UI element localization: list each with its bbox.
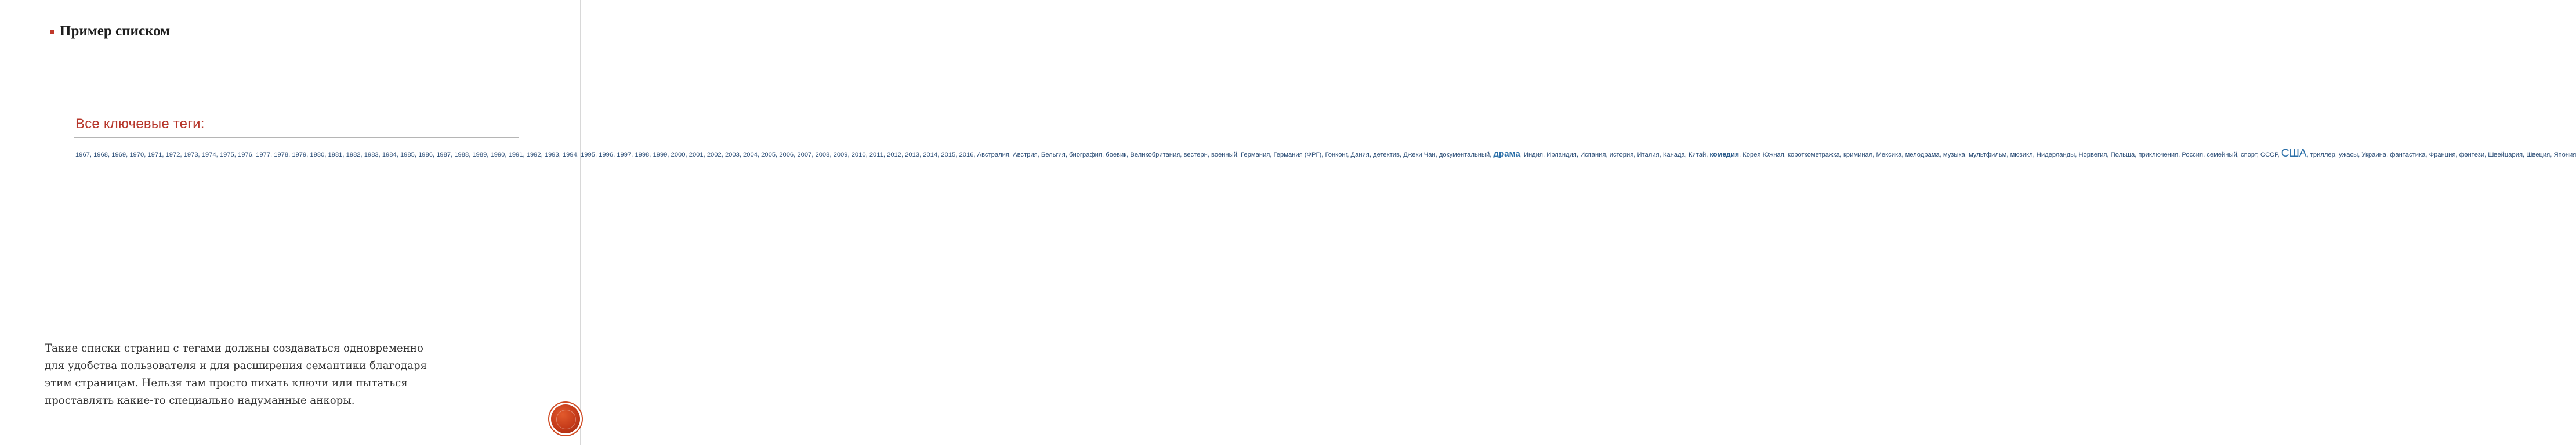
tag-separator: ,: [1784, 151, 1788, 158]
tag-link[interactable]: 2008: [815, 151, 830, 158]
tag-link[interactable]: 2006: [779, 151, 794, 158]
tag-separator: ,: [324, 151, 328, 158]
tag-link[interactable]: мелодрама: [1905, 151, 1940, 158]
tag-separator: ,: [2135, 151, 2139, 158]
tag-link[interactable]: Россия: [2182, 151, 2204, 158]
tag-link[interactable]: 1985: [400, 151, 415, 158]
tag-link[interactable]: 2016: [959, 151, 974, 158]
tag-separator: ,: [595, 151, 599, 158]
tag-separator: ,: [1965, 151, 1969, 158]
tag-link[interactable]: Китай: [1688, 151, 1707, 158]
title-row: [50, 23, 170, 39]
tag-link[interactable]: Швеция: [2526, 151, 2550, 158]
tag-separator: ,: [613, 151, 617, 158]
tag-link[interactable]: история: [1609, 151, 1634, 158]
tag-link[interactable]: Германия: [1241, 151, 1270, 158]
tag-link[interactable]: Канада: [1662, 151, 1685, 158]
tag-separator: ,: [270, 151, 274, 158]
tag-separator: ,: [2203, 151, 2207, 158]
tag-link[interactable]: 1989: [472, 151, 487, 158]
tag-separator: ,: [1126, 151, 1131, 158]
tag-separator: ,: [505, 151, 509, 158]
tag-separator: ,: [198, 151, 202, 158]
tag-link[interactable]: 1996: [599, 151, 614, 158]
tag-link[interactable]: 1970: [129, 151, 144, 158]
tag-link[interactable]: 1971: [147, 151, 162, 158]
tag-link[interactable]: боевик: [1106, 151, 1127, 158]
tag-separator: ,: [1347, 151, 1351, 158]
tag-link[interactable]: Франция: [2429, 151, 2456, 158]
tag-separator: ,: [2523, 151, 2527, 158]
tag-separator: ,: [2386, 151, 2390, 158]
tag-separator: ,: [1839, 151, 1844, 158]
tag-separator: ,: [1684, 151, 1689, 158]
frame-right-panel: [560, 0, 594, 445]
tag-separator: ,: [396, 151, 400, 158]
tag-link[interactable]: семейный: [2207, 151, 2237, 158]
tag-separator: ,: [2075, 151, 2079, 158]
tag-link[interactable]: Австрия: [1013, 151, 1038, 158]
tag-separator: ,: [1102, 151, 1106, 158]
tag-separator: ,: [1237, 151, 1241, 158]
tag-separator: ,: [1065, 151, 1070, 158]
tag-separator: ,: [1180, 151, 1184, 158]
tag-separator: ,: [649, 151, 653, 158]
tag-link[interactable]: 1982: [346, 151, 361, 158]
tags-divider: [74, 137, 519, 138]
tag-link[interactable]: Корея Южная: [1742, 151, 1784, 158]
tag-link[interactable]: 2015: [941, 151, 956, 158]
tag-separator: ,: [2256, 151, 2260, 158]
tag-separator: ,: [432, 151, 437, 158]
tag-link[interactable]: Дания: [1350, 151, 1369, 158]
tag-separator: ,: [541, 151, 545, 158]
tag-separator: ,: [469, 151, 473, 158]
tag-link[interactable]: 1981: [328, 151, 343, 158]
tag-link[interactable]: 2000: [671, 151, 686, 158]
tag-link[interactable]: музыка: [1943, 151, 1965, 158]
tag-separator: ,: [1901, 151, 1905, 158]
tag-separator: ,: [1939, 151, 1943, 158]
tag-link[interactable]: Великобритания: [1130, 151, 1180, 158]
tag-separator: ,: [667, 151, 671, 158]
tag-link[interactable]: 1994: [562, 151, 577, 158]
tag-separator: ,: [360, 151, 364, 158]
tag-link[interactable]: 1986: [418, 151, 433, 158]
tag-link[interactable]: 1972: [165, 151, 180, 158]
tag-separator: ,: [1872, 151, 1876, 158]
tag-separator: ,: [973, 151, 977, 158]
tag-link[interactable]: 2002: [707, 151, 722, 158]
square-bullet-icon: [50, 30, 54, 34]
tag-link[interactable]: 1998: [635, 151, 650, 158]
body-line: этим страницам. Нельзя там просто пихать ключи или пытаться: [45, 377, 408, 389]
navigation-circle-inner: [556, 410, 576, 429]
tag-separator: ,: [216, 151, 220, 158]
tag-link[interactable]: 1973: [183, 151, 198, 158]
tag-link[interactable]: Германия (ФРГ): [1273, 151, 1322, 158]
tag-separator: ,: [162, 151, 166, 158]
tag-link[interactable]: спорт: [2240, 151, 2257, 158]
tag-separator: ,: [2237, 151, 2241, 158]
tag-separator: ,: [2006, 151, 2010, 158]
tag-separator: ,: [559, 151, 563, 158]
tag-link[interactable]: 1979: [292, 151, 307, 158]
tag-separator: ,: [108, 151, 112, 158]
tag-separator: ,: [180, 151, 184, 158]
tag-separator: ,: [126, 151, 130, 158]
tag-link[interactable]: Индия: [1523, 151, 1543, 158]
tag-separator: ,: [1037, 151, 1041, 158]
tag-separator: ,: [1659, 151, 1663, 158]
tag-link[interactable]: криминал: [1843, 151, 1873, 158]
tag-separator: ,: [811, 151, 816, 158]
tag-link[interactable]: 2004: [743, 151, 758, 158]
body-line: для удобства пользователя и для расширения семантики благодаря: [45, 360, 427, 372]
tag-link[interactable]: Нидерланды: [2036, 151, 2075, 158]
tag-separator: ,: [631, 151, 635, 158]
tag-separator: ,: [234, 151, 238, 158]
tag-link[interactable]: 1969: [111, 151, 126, 158]
tag-link[interactable]: 2007: [797, 151, 812, 158]
tag-link[interactable]: 1992: [526, 151, 541, 158]
tag-separator: ,: [342, 151, 346, 158]
tag-link[interactable]: 2010: [851, 151, 866, 158]
tag-link[interactable]: 2012: [887, 151, 901, 158]
tag-separator: ,: [1270, 151, 1274, 158]
tag-separator: ,: [1009, 151, 1013, 158]
tag-link[interactable]: 1991: [508, 151, 523, 158]
tag-separator: ,: [883, 151, 887, 158]
tag-link[interactable]: 2014: [923, 151, 938, 158]
tag-separator: ,: [937, 151, 941, 158]
tag-separator: ,: [89, 151, 94, 158]
tag-link[interactable]: Испания: [1580, 151, 1606, 158]
tag-separator: ,: [2425, 151, 2429, 158]
tag-link[interactable]: Италия: [1637, 151, 1660, 158]
tag-separator: ,: [865, 151, 869, 158]
tag-separator: ,: [523, 151, 527, 158]
tag-separator: ,: [414, 151, 419, 158]
tag-link[interactable]: 2003: [724, 151, 740, 158]
tag-link[interactable]: 1987: [436, 151, 451, 158]
tag-separator: ,: [306, 151, 310, 158]
tag-link[interactable]: 2001: [689, 151, 704, 158]
tag-separator: ,: [955, 151, 959, 158]
tag-separator: ,: [2032, 151, 2037, 158]
tag-separator: ,: [2358, 151, 2362, 158]
tag-separator: ,: [776, 151, 780, 158]
tag-cloud: [74, 143, 2576, 164]
tag-link[interactable]: 1978: [274, 151, 289, 158]
tag-separator: ,: [1435, 151, 1439, 158]
tag-link[interactable]: вестерн: [1183, 151, 1208, 158]
tag-separator: ,: [1633, 151, 1637, 158]
tag-link[interactable]: военный: [1211, 151, 1237, 158]
tag-link[interactable]: 1974: [201, 151, 216, 158]
body-line: проставлять какие-то специально надуманные анкоры.: [45, 395, 355, 407]
tag-link[interactable]: 1977: [256, 151, 270, 158]
tag-link[interactable]: Ирландия: [1546, 151, 1577, 158]
tag-separator: ,: [757, 151, 762, 158]
tag-link[interactable]: 1997: [617, 151, 632, 158]
tag-separator: ,: [1399, 151, 1404, 158]
tag-separator: ,: [288, 151, 292, 158]
tag-separator: ,: [2484, 151, 2488, 158]
tag-link[interactable]: 1988: [454, 151, 469, 158]
tag-link[interactable]: драма: [1493, 149, 1520, 159]
body-line: Такие списки страниц с тегами должны создаваться одновременно: [45, 342, 423, 354]
tag-link[interactable]: 1976: [237, 151, 252, 158]
tag-separator: ,: [2178, 151, 2182, 158]
tag-separator: ,: [919, 151, 923, 158]
tag-link[interactable]: комедия: [1709, 150, 1739, 158]
tag-separator: ,: [1606, 151, 1610, 158]
tag-separator: ,: [451, 151, 455, 158]
frame-line-right: [580, 0, 581, 445]
tags-heading: Все ключевые теги:: [75, 116, 205, 132]
tag-separator: ,: [794, 151, 798, 158]
tag-separator: ,: [252, 151, 256, 158]
tag-link[interactable]: Япония: [2553, 151, 2576, 158]
tag-separator: ,: [847, 151, 852, 158]
tag-separator: ,: [1739, 151, 1743, 158]
tag-link[interactable]: фантастика: [2390, 151, 2426, 158]
tag-separator: ,: [1369, 151, 1374, 158]
tag-link[interactable]: Польша: [2110, 151, 2135, 158]
tag-link[interactable]: 1980: [310, 151, 325, 158]
tag-link[interactable]: 1990: [490, 151, 505, 158]
tag-link[interactable]: мюзикл: [2010, 151, 2033, 158]
tag-separator: ,: [1520, 151, 1524, 158]
tag-link[interactable]: мультфильм: [1969, 151, 2007, 158]
tag-separator: ,: [1576, 151, 1581, 158]
tag-link[interactable]: США: [2281, 147, 2307, 160]
tag-link[interactable]: Норвегия: [2078, 151, 2107, 158]
tag-link[interactable]: 1967: [75, 151, 90, 158]
navigation-circle-icon[interactable]: [551, 404, 580, 433]
tag-link[interactable]: Украина: [2361, 151, 2386, 158]
tag-link[interactable]: детектив: [1373, 151, 1400, 158]
tag-separator: ,: [2550, 151, 2554, 158]
tag-separator: ,: [577, 151, 581, 158]
tag-separator: ,: [1321, 151, 1325, 158]
tag-cloud-image: [74, 116, 2576, 164]
tag-link[interactable]: 1993: [544, 151, 559, 158]
tag-link[interactable]: Бельгия: [1041, 151, 1066, 158]
tag-link[interactable]: Мексика: [1876, 151, 1902, 158]
body-paragraph: [45, 340, 520, 410]
tag-link[interactable]: приключения: [2138, 151, 2179, 158]
tag-link[interactable]: 2011: [869, 151, 883, 158]
tag-link[interactable]: 1983: [364, 151, 379, 158]
tag-link[interactable]: 1995: [581, 151, 595, 158]
tag-separator: ,: [721, 151, 725, 158]
tag-link[interactable]: 2005: [761, 151, 776, 158]
tag-link[interactable]: Джеки Чан: [1403, 151, 1436, 158]
tag-link[interactable]: короткометражка: [1788, 151, 1840, 158]
tag-separator: ,: [2277, 151, 2281, 158]
tag-separator: ,: [378, 151, 382, 158]
slide-title: Пример списком: [60, 23, 171, 39]
tag-separator: ,: [144, 151, 148, 158]
tag-separator: ,: [2455, 151, 2459, 158]
tag-link[interactable]: 1984: [382, 151, 397, 158]
tag-separator: ,: [901, 151, 905, 158]
tag-separator: ,: [1207, 151, 1211, 158]
tag-separator: ,: [2335, 151, 2339, 158]
tag-link[interactable]: 1975: [219, 151, 234, 158]
tag-separator: ,: [2306, 151, 2310, 158]
tag-link[interactable]: ужасы: [2339, 151, 2358, 158]
tag-separator: ,: [1706, 151, 1710, 158]
tag-link[interactable]: 1999: [653, 151, 668, 158]
tag-separator: ,: [1490, 151, 1494, 158]
tag-link[interactable]: биография: [1069, 151, 1102, 158]
tag-separator: ,: [703, 151, 707, 158]
tag-separator: ,: [685, 151, 689, 158]
tag-link[interactable]: 1968: [93, 151, 108, 158]
tag-separator: ,: [1542, 151, 1547, 158]
tag-separator: ,: [739, 151, 744, 158]
tag-link[interactable]: СССР: [2260, 151, 2278, 158]
tag-link[interactable]: триллер: [2310, 151, 2335, 158]
tag-link[interactable]: 2013: [905, 151, 920, 158]
tag-link[interactable]: Швейцария: [2488, 151, 2523, 158]
tag-link[interactable]: Гонконг: [1325, 151, 1347, 158]
tag-link[interactable]: документальный: [1439, 151, 1490, 158]
tag-separator: ,: [487, 151, 491, 158]
tag-separator: ,: [2107, 151, 2111, 158]
tag-link[interactable]: фэнтези: [2459, 151, 2485, 158]
tag-separator: ,: [829, 151, 834, 158]
tag-link[interactable]: 2009: [833, 151, 848, 158]
tag-link[interactable]: Австралия: [977, 151, 1009, 158]
